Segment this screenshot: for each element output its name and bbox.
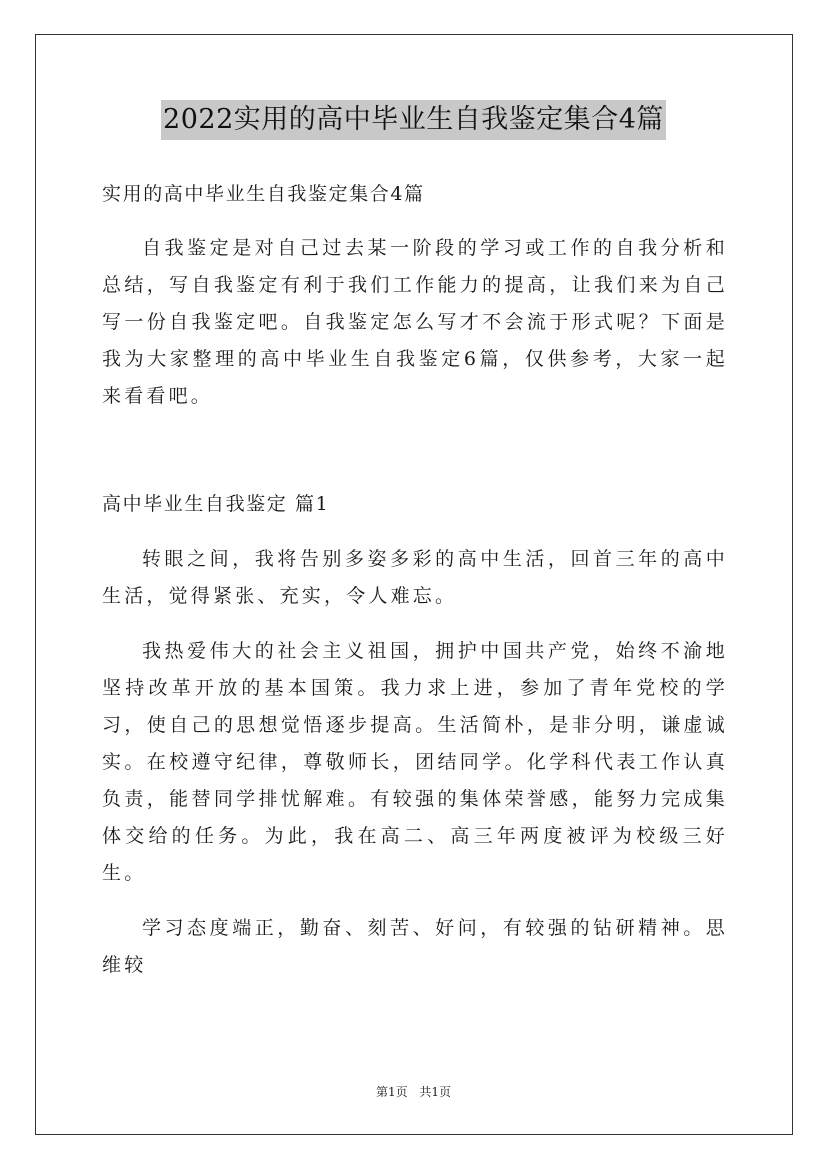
document-title: 2022实用的高中毕业生自我鉴定集合4篇 <box>161 100 666 140</box>
paragraph-gap <box>102 892 728 910</box>
body-paragraph: 我热爱伟大的社会主义祖国，拥护中国共产党，始终不渝地坚持改革开放的基本国策。我力求上进，参加了青年党校的学习，使自己的思想觉悟逐步提高。生活简朴，是非分明，谦虚诚实。在校遵守纪律，尊敬师长，团结同学。化学科代表工作认真负责，能替同学排忧解难。有较强的集体荣誉感，能努力完成集体交给的任务。为此，我在高二、高三年两度被评为校级三好生。 <box>102 640 728 884</box>
document-body <box>102 176 728 984</box>
section-heading: 高中毕业生自我鉴定 篇1 <box>102 493 330 515</box>
body-paragraph: 学习态度端正，勤奋、刻苦、好问，有较强的钻研精神。思维较 <box>102 917 728 976</box>
document-subtitle: 实用的高中毕业生自我鉴定集合4篇 <box>102 183 425 205</box>
page-number: 第1页 <box>375 1085 408 1099</box>
page-footer <box>0 1083 827 1101</box>
intro-paragraph: 自我鉴定是对自己过去某一阶段的学习或工作的自我分析和总结，写自我鉴定有利于我们工作能力的提高，让我们来为自己写一份自我鉴定吧。自我鉴定怎么写才不会流于形式呢？下面是我为大家整理的高中毕业生自我鉴定6篇，仅供参考，大家一起来看看吧。 <box>102 237 728 407</box>
paragraph-gap <box>102 615 728 633</box>
title-container <box>0 100 827 140</box>
body-paragraph: 转眼之间，我将告别多姿多彩的高中生活，回首三年的高中生活，觉得紧张、充实，令人难忘。 <box>102 548 728 607</box>
page-total: 共1页 <box>419 1085 452 1099</box>
